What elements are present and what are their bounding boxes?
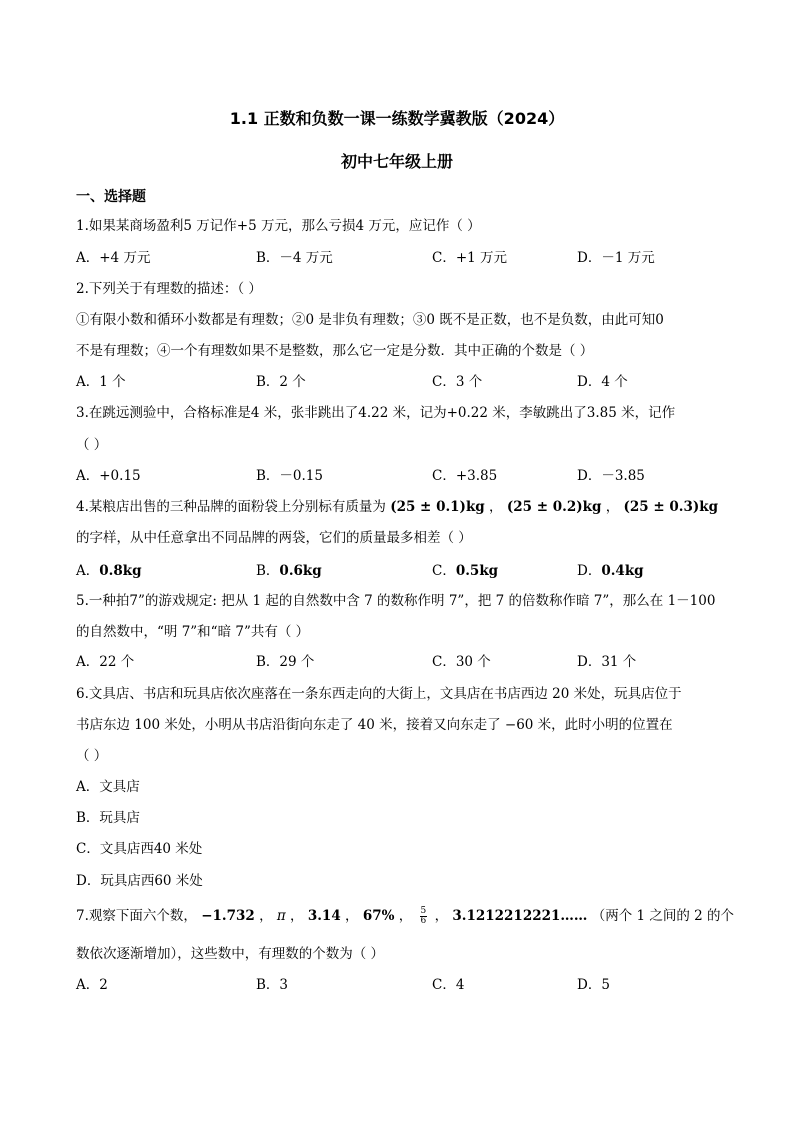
q4-separator: ， (605, 499, 620, 515)
question-3-line-2: （ ） (76, 437, 108, 453)
q7-option-c: C．4 (432, 977, 465, 993)
q3-option-a: A．+0.15 (76, 468, 141, 484)
q7-number-6: 3.1212212221…… (452, 908, 588, 924)
q7-separator: ， (434, 908, 449, 924)
question-1-stem: 1.如果某商场盈利5 万记作+5 万元，那么亏损4 万元，应记作（ ） (76, 218, 481, 234)
q6-option-a: A．文具店 (76, 779, 140, 795)
q4-mass-2: (25 ± 0.2)kg (506, 499, 602, 515)
q7-fraction-numerator: 5 (420, 906, 427, 916)
q4-option-a: A．0.8kg (76, 563, 142, 579)
q4-option-d: D．0.4kg (577, 563, 644, 579)
q5-option-c: C．30 个 (432, 654, 491, 670)
q7-separator: ， (259, 908, 273, 924)
question-4-stem (76, 497, 718, 517)
q7-option-a: A．2 (76, 977, 108, 993)
question-5-stem: 5.一种拍7”的游戏规定: 把从 1 起的自然数中含 7 的数称作明 7”，把 7 的倍数称作暗 7”，那么在 1－100 (76, 593, 716, 609)
q5-option-a: A．22 个 (76, 654, 135, 670)
q3-option-d: D．－3.85 (577, 468, 645, 484)
q7-fraction-denominator: 6 (420, 916, 427, 926)
q6-option-c: C．文具店西40 米处 (76, 841, 203, 857)
q4-option-c: C．0.5kg (432, 563, 499, 579)
question-2-stem: 2.下列关于有理数的描述：（ ） (76, 281, 262, 297)
q3-option-b: B．－0.15 (256, 468, 323, 484)
q7-number-2: π (276, 908, 286, 924)
question-2-line-3: 不是有理数；④一个有理数如果不是整数，那么它一定是分数．其中正确的个数是（ ） (76, 343, 594, 359)
q4-stem-prefix: 4.某粮店出售的三种品牌的面粉袋上分别标有质量为 (76, 499, 386, 515)
q7-option-b: B．3 (256, 977, 289, 993)
q2-option-a: A．1 个 (76, 374, 126, 390)
question-6-line-2: 书店东边 100 米处，小明从书店沿街向东走了 40 米，接着又向东走了 −60 米，此时小明的位置在 (76, 717, 673, 733)
question-6-stem: 6.文具店、书店和玩具店依次座落在一条东西走向的大街上，文具店在书店西边 20 米处，玩具店位于 (76, 686, 682, 702)
q4-option-b: B．0.6kg (256, 563, 322, 579)
question-6-line-3: （ ） (76, 748, 108, 764)
q2-option-c: C．3 个 (432, 374, 483, 390)
question-4-line-2: 的字样，从中任意拿出不同品牌的两袋，它们的质量最多相差（ ） (76, 530, 472, 546)
q5-option-b: B．29 个 (256, 654, 315, 670)
question-3-stem: 3.在跳远测验中，合格标准是4 米，张非跳出了4.22 米，记为+0.22 米，李敏跳出了3.85 米，记作 (76, 405, 676, 421)
q7-number-1: −1.732 (201, 908, 255, 924)
question-7-stem (76, 906, 734, 926)
q7-fraction (420, 907, 428, 926)
q6-option-b: B．玩具店 (76, 810, 140, 826)
q1-option-b: B．－4 万元 (256, 250, 333, 266)
question-5-line-2: 的自然数中，“明 7”和“暗 7”共有（ ） (76, 624, 310, 640)
page-title: 1.1 正数和负数一课一练数学冀教版（2024） (229, 109, 565, 128)
q2-option-d: D．4 个 (577, 374, 628, 390)
q6-option-d: D．玩具店西60 米处 (76, 873, 203, 889)
q7-stem-prefix: 7.观察下面六个数， (76, 908, 197, 924)
q7-separator: ， (345, 908, 359, 924)
section-heading: 一、选择题 (76, 189, 146, 205)
q4-separator: ， (489, 499, 503, 515)
question-2-line-2: ①有限小数和循环小数都是有理数；②0 是非负有理数；③0 既不是正数，也不是负数，由此可知0 (76, 312, 664, 328)
q7-suffix: （两个 1 之间的 2 的个 (591, 908, 735, 924)
q1-option-d: D．－1 万元 (577, 250, 655, 266)
question-7-line-2: 数依次逐渐增加），这些数中，有理数的个数为（ ） (76, 946, 385, 962)
q7-separator: ， (290, 908, 304, 924)
page-subtitle: 初中七年级上册 (340, 152, 453, 171)
q7-number-4: 67% (362, 908, 395, 924)
q5-option-d: D．31 个 (577, 654, 637, 670)
q1-option-c: C．+1 万元 (432, 250, 508, 266)
q4-mass-3: (25 ± 0.3)kg (623, 499, 719, 515)
q2-option-b: B．2 个 (256, 374, 306, 390)
q7-option-d: D．5 (577, 977, 610, 993)
q7-separator: ， (398, 908, 413, 924)
q7-number-3: 3.14 (307, 908, 341, 924)
q1-option-a: A．+4 万元 (76, 250, 151, 266)
q3-option-c: C．+3.85 (432, 468, 498, 484)
q4-mass-1: (25 ± 0.1)kg (390, 499, 485, 515)
